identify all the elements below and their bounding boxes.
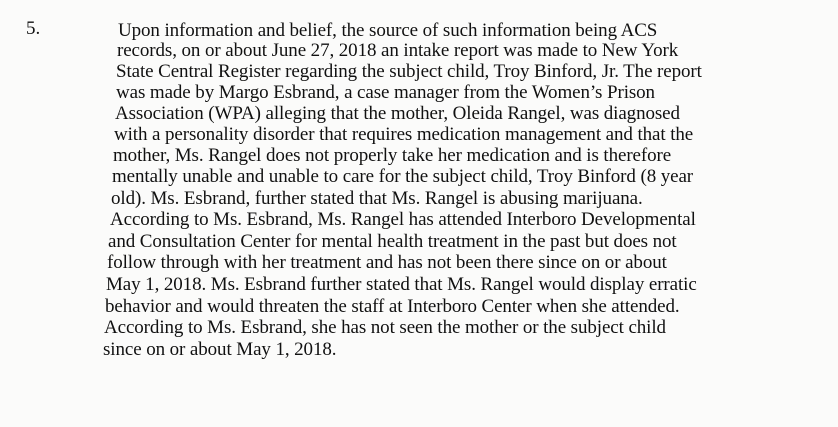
paragraph-line: was made by Margo Esbrand, a case manager from the Women’s Prison [116,82,655,103]
paragraph-line: and Consultation Center for mental health treatment in the past but does not [108,231,677,252]
paragraph-line: According to Ms. Esbrand, Ms. Rangel has attended Interboro Developmental [110,209,696,230]
paragraph-line: mother, Ms. Rangel does not properly take her medication and is therefore [113,145,672,166]
paragraph-line: with a personality disorder that requires medication management and that the [114,124,694,145]
paragraph-line: since on or about May 1, 2018. [103,339,337,360]
paragraph-line: records, on or about June 27, 2018 an intake report was made to New York [117,40,679,61]
paragraph-line: follow through with her treatment and has not been there since on or about [107,252,667,273]
paragraph-line: Association (WPA) alleging that the mother, Oleida Rangel, was diagnosed [115,103,680,124]
paragraph-line: mentally unable and unable to care for the subject child, Troy Binford (8 year [112,166,694,187]
paragraph-number: 5. [26,18,41,39]
paragraph-line: State Central Register regarding the subject child, Troy Binford, Jr. The report [116,61,702,82]
paragraph-line: behavior and would threaten the staff at Interboro Center when she attended. [105,296,680,317]
paragraph-line: According to Ms. Esbrand, she has not seen the mother or the subject child [104,317,666,338]
paragraph-line: May 1, 2018. Ms. Esbrand further stated that Ms. Rangel would display erratic [106,274,697,295]
paragraph-line: Upon information and belief, the source of such information being ACS [118,20,658,41]
paragraph-line: old). Ms. Esbrand, further stated that Ms. Rangel is abusing marijuana. [111,188,643,209]
